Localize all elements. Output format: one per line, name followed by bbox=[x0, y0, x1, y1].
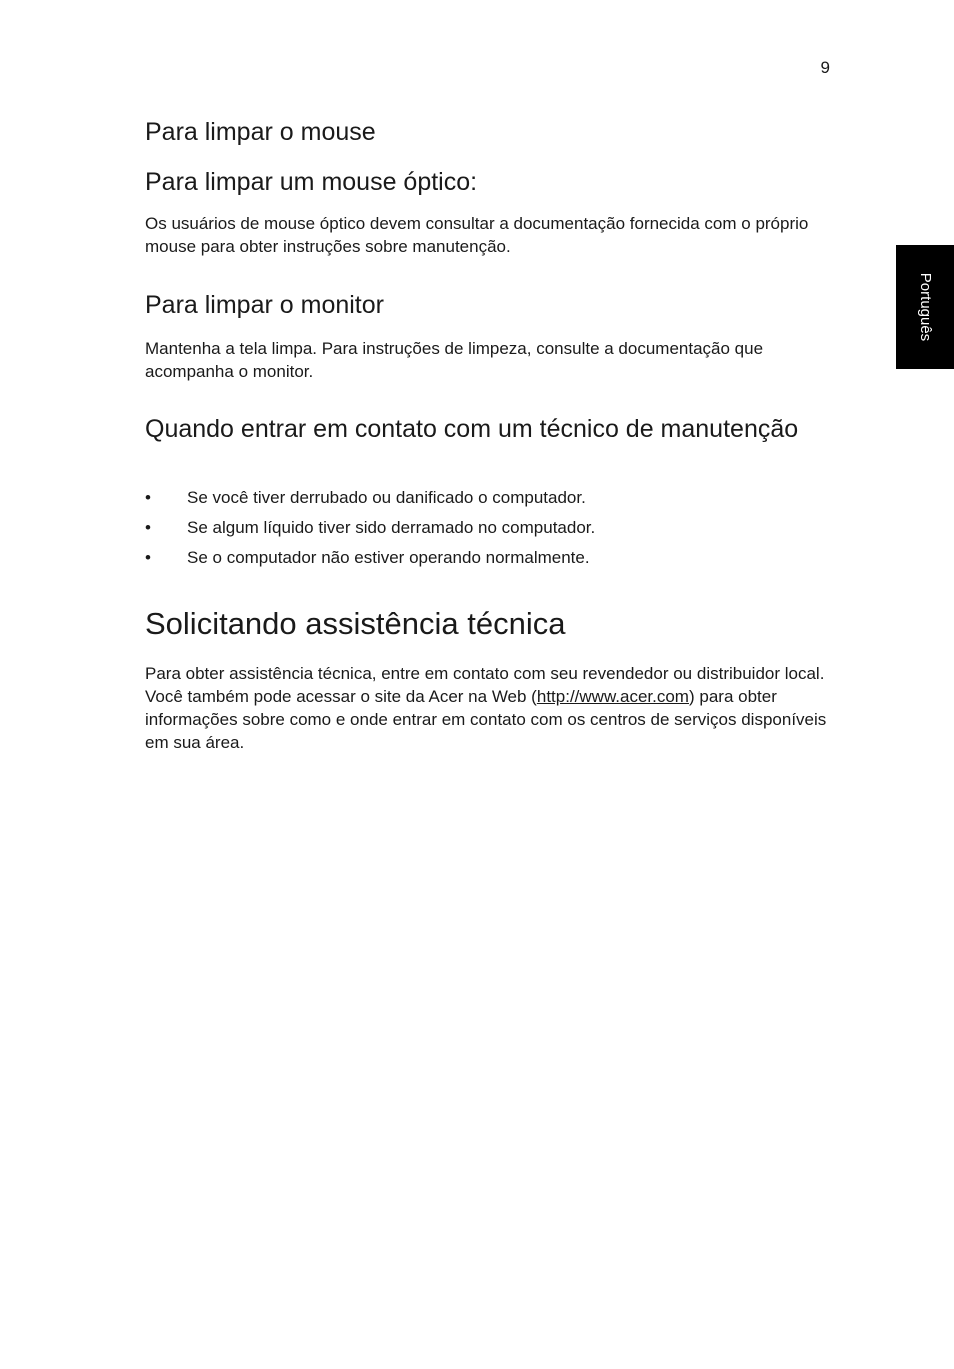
paragraph-monitor: Mantenha a tela limpa. Para instruções de limpeza, consulte a documentação que acompanha o monitor. bbox=[145, 339, 764, 381]
list-item-text: Se algum líquido tiver sido derramado no computador. bbox=[187, 518, 596, 537]
language-tab bbox=[896, 245, 954, 369]
heading-technical-assistance: Solicitando assistência técnica bbox=[145, 606, 566, 641]
list-item-text: Se o computador não estiver operando normalmente. bbox=[187, 548, 590, 567]
list-item bbox=[145, 546, 835, 576]
heading-clean-optical-mouse: Para limpar um mouse óptico: bbox=[145, 168, 478, 196]
heading-contact-technician: Quando entrar em contato com um técnico de manutenção bbox=[145, 415, 799, 443]
list-item bbox=[145, 486, 835, 516]
heading-clean-mouse: Para limpar o mouse bbox=[145, 118, 376, 146]
page-number: 9 bbox=[820, 58, 830, 77]
assistance-text-after-link: ) para obter informações sobre como e onde entrar em contato com os centros de serviços disponíveis em sua área. bbox=[145, 687, 827, 752]
paragraph-optical-mouse: Os usuários de mouse óptico devem consultar a documentação fornecida com o próprio mouse para obter instruções sobre manutenção. bbox=[145, 214, 809, 256]
language-tab-label: Português bbox=[917, 272, 934, 342]
bullet-icon: • bbox=[145, 488, 151, 507]
acer-website-link[interactable]: http://www.acer.com bbox=[536, 687, 689, 706]
bullet-icon: • bbox=[145, 518, 151, 537]
list-item-text: Se você tiver derrubado ou danificado o computador. bbox=[187, 488, 586, 507]
heading-clean-monitor: Para limpar o monitor bbox=[145, 291, 384, 319]
list-item bbox=[145, 516, 835, 546]
assistance-text-before-link: Para obter assistência técnica, entre em contato com seu revendedor ou distribuidor local. Você também pode acessar o site da Acer na Web ( bbox=[145, 664, 825, 706]
paragraph-technical-assistance bbox=[145, 662, 835, 754]
bullet-icon: • bbox=[145, 548, 151, 567]
service-bullet-list bbox=[145, 486, 835, 576]
